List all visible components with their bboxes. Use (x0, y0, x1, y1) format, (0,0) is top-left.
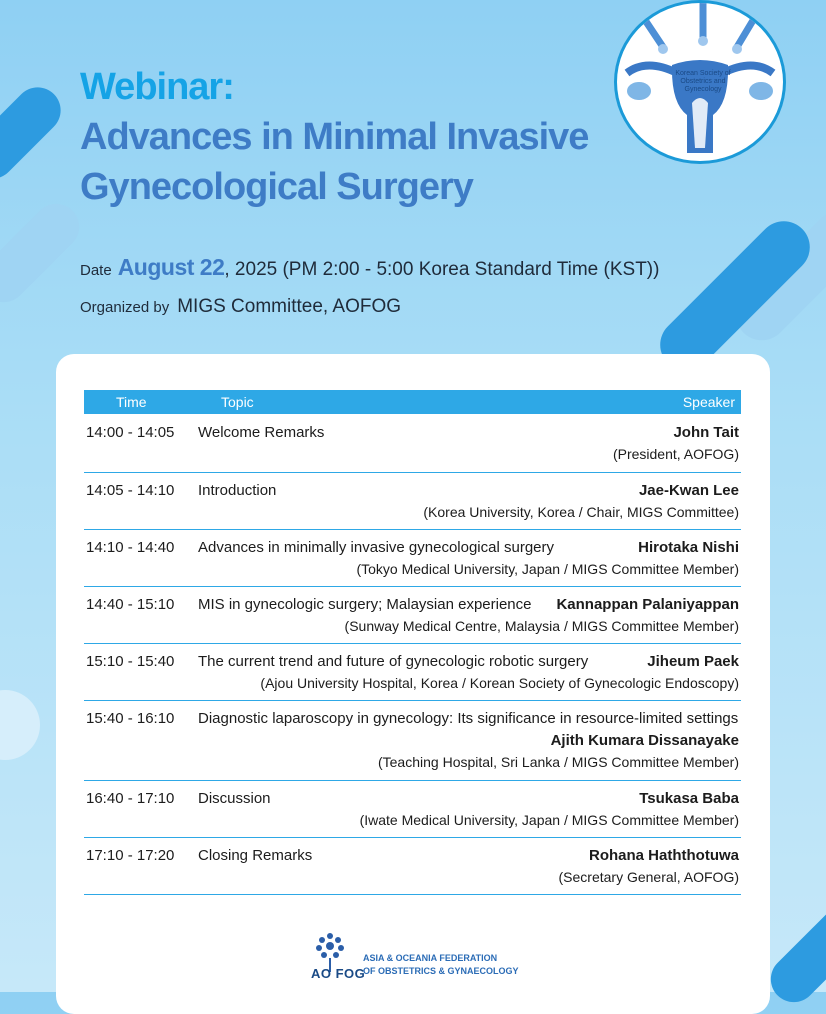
table-row (84, 700, 741, 781)
table-row (84, 643, 741, 701)
row-speaker: Hirotaka Nishi (638, 539, 739, 556)
aofog-logo-text: AO FOG (311, 966, 366, 981)
date-time-detail: , 2025 (PM 2:00 - 5:00 Korea Standard Time (KST)) (224, 259, 660, 280)
table-row (84, 529, 741, 587)
table-row (84, 414, 741, 473)
page-title (80, 62, 588, 212)
organizer-value: MIGS Committee, AOFOG (177, 296, 402, 317)
row-topic: The current trend and future of gynecologic robotic surgery (198, 653, 589, 670)
row-affiliation: (Secretary General, AOFOG) (558, 869, 739, 885)
row-affiliation: (Ajou University Hospital, Korea / Korean Society of Gynecologic Endoscopy) (260, 675, 739, 691)
row-speaker: John Tait (673, 424, 739, 441)
decorative-pill (0, 194, 89, 311)
row-affiliation: (Sunway Medical Centre, Malaysia / MIGS Committee Member) (344, 618, 739, 634)
date-label: Date (80, 262, 112, 279)
row-affiliation: (Tokyo Medical University, Japan / MIGS Committee Member) (356, 561, 739, 577)
row-topic: Closing Remarks (198, 847, 313, 864)
row-topic: Discussion (198, 790, 271, 807)
table-row (84, 780, 741, 838)
aofog-name (363, 952, 519, 978)
column-header-speaker: Speaker (682, 394, 735, 410)
row-affiliation: (Korea University, Korea / Chair, MIGS Committee) (423, 504, 739, 520)
row-time: 15:10 - 15:40 (86, 653, 175, 670)
decorative-pill (0, 78, 70, 188)
table-header (84, 390, 741, 414)
column-header-topic: Topic (221, 394, 254, 410)
aofog-name-line-2: OF OBSTETRICS & GYNAECOLOGY (363, 966, 519, 976)
row-speaker: Jae-Kwan Lee (638, 482, 739, 499)
row-topic: Introduction (198, 482, 277, 499)
title-line-2: Advances in Minimal Invasive (80, 116, 589, 158)
row-speaker: Ajith Kumara Dissanayake (550, 732, 739, 749)
row-time: 17:10 - 17:20 (86, 847, 175, 864)
row-topic: Diagnostic laparoscopy in gynecology: Its significance in resource-limited settings (198, 710, 739, 727)
row-time: 14:10 - 14:40 (86, 539, 175, 556)
table-row (84, 586, 741, 644)
row-topic: MIS in gynecologic surgery; Malaysian experience (198, 596, 532, 613)
organizer-line (80, 296, 401, 318)
row-affiliation: (President, AOFOG) (612, 446, 739, 462)
row-affiliation: (Iwate Medical University, Japan / MIGS Committee Member) (359, 812, 739, 828)
row-time: 14:40 - 15:10 (86, 596, 175, 613)
title-line-1: Webinar: (80, 66, 234, 108)
row-speaker: Rohana Haththotuwa (589, 847, 739, 864)
society-logo-text: Korean Society of Obstetrics and Gynecology (675, 70, 731, 93)
decorative-circle (0, 690, 40, 760)
organizer-label: Organized by (80, 299, 170, 316)
table-row (84, 837, 741, 895)
row-topic: Advances in minimally invasive gynecological surgery (198, 539, 554, 556)
row-time: 14:00 - 14:05 (86, 424, 175, 441)
row-time: 14:05 - 14:10 (86, 482, 175, 499)
column-header-time: Time (116, 394, 147, 410)
aofog-name-line-1: ASIA & OCEANIA FEDERATION (363, 953, 498, 963)
row-topic: Welcome Remarks (198, 424, 325, 441)
row-speaker: Tsukasa Baba (639, 790, 739, 807)
row-time: 16:40 - 17:10 (86, 790, 175, 807)
row-affiliation: (Teaching Hospital, Sri Lanka / MIGS Committee Member) (377, 754, 739, 770)
title-line-3: Gynecological Surgery (80, 166, 473, 208)
row-speaker: Jiheum Paek (647, 653, 739, 670)
decorative-pill (761, 894, 826, 1011)
row-speaker: Kannappan Palaniyappan (556, 596, 739, 613)
row-time: 15:40 - 16:10 (86, 710, 175, 727)
table-row (84, 472, 741, 530)
date-value: August 22 (117, 254, 225, 280)
date-line (80, 254, 659, 281)
